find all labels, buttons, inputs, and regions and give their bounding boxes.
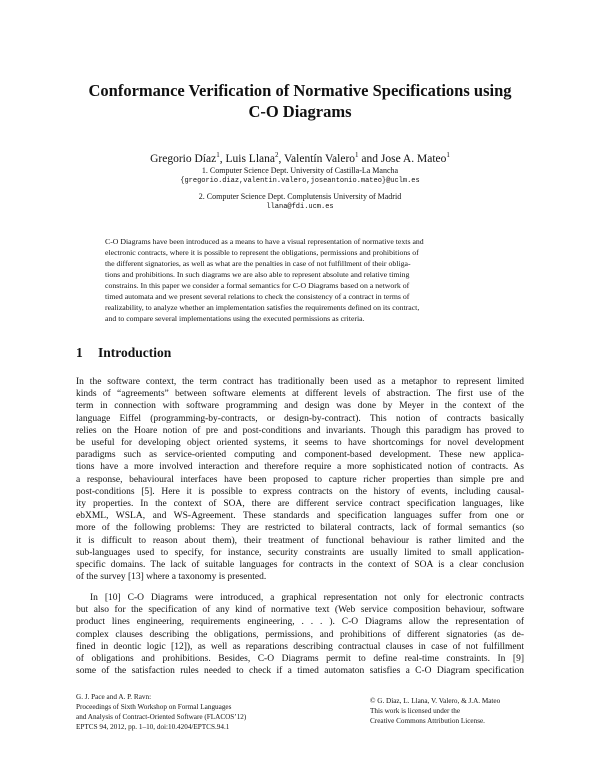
paragraph-line: specific domains. The lack of suitable languages for contracts in the context of SOA is a clear conclusion: [76, 560, 524, 571]
paragraph-line: be useful for developing object oriented systems, it seems to have shortcomings for novel development: [76, 438, 524, 449]
paragraph-2: [76, 592, 524, 677]
paragraph-line: some of the satisfaction rules needed to check if a timed automaton satisfies a C-O Diagram specification: [76, 666, 524, 677]
author-affil-mark: 1: [446, 151, 450, 159]
abstract-line: electronic contracts, where it is possible to represent the obligations, permissions and prohibitions of: [105, 248, 419, 257]
abstract-line: timed automata and we present several relations to check the consistency of a contract in terms of: [105, 292, 410, 301]
affiliation-1-dept: 1. Computer Science Dept. University of Castilla-La Mancha: [201, 166, 399, 175]
paragraph-line: it is difficult to reason about them), their treatment of functional behaviour is rather limited and the: [76, 535, 524, 546]
footer-license: [370, 696, 530, 726]
author-list: [60, 148, 540, 166]
footer-citation-line: EPTCS 94, 2012, pp. 1–10, doi:10.4204/EPTCS.94.1: [76, 723, 230, 731]
author-affil-mark: 1: [355, 151, 359, 159]
abstract-line: C-O Diagrams have been introduced as a means to have a visual representation of normative texts and: [105, 237, 424, 246]
section-title: Introduction: [98, 345, 172, 360]
abstract-line: realizability, to analyze whether an implementation satisfies the requirements defined on its contract,: [105, 303, 420, 312]
author-separator: ,: [219, 152, 226, 165]
section-number: 1: [76, 345, 83, 360]
author-name: Gregorio Díaz: [150, 152, 217, 165]
footer-license-line: Creative Commons Attribution License.: [370, 717, 485, 725]
paragraph-line: relies on the Hoare notion of pre and post-conditions and invariants. Though this paradigm has proved to: [76, 425, 524, 436]
affiliation-2-email: llana@fdi.ucm.es: [266, 203, 334, 211]
author-name: Jose A. Mateo: [380, 152, 447, 165]
abstract-line: constrains. In this paper we consider a formal semantics for C-O Diagrams based on a network of: [105, 281, 410, 290]
author-separator: ,: [278, 152, 285, 165]
author-separator: and: [358, 152, 381, 165]
paragraph-line: but also for the specification of any kind of normative text (Web service composition behaviour, software: [76, 605, 524, 616]
title-line-1: Conformance Verification of Normative Specifications using: [88, 81, 512, 100]
paragraph-line: paradigms such as service-oriented computing and component-based development. These new applica-: [76, 450, 524, 461]
paragraph-line: fined in deontic logic [12]), as well as reparations describing contractual clauses in case of not fulfillment: [76, 641, 524, 652]
paragraph-line: term in connection with software programming and design was done by Meyer in the context of the: [76, 401, 524, 412]
paragraph-line: product lines engineering, requirements engineering, . . . ). C-O Diagrams allow the representation of: [76, 617, 524, 628]
paragraph-line: ebXML, WSLA, and WS-Agreement. These standards and specification languages suffer from one or: [76, 511, 524, 522]
section-heading: [76, 345, 171, 361]
paragraph-1: [76, 376, 524, 583]
abstract-line: the different signatories, as well as what are the penalties in case of not fulfillment of their obliga-: [105, 259, 411, 268]
author-name: Luis Llana: [225, 152, 275, 165]
paragraph-line: In the software context, the term contract has traditionally been used as a metaphor to represent limited: [76, 377, 524, 387]
paragraph-line: tions have a more involved interaction and therefore require a more sophisticated notion of contracts. As: [76, 462, 524, 473]
affiliation-1: [60, 166, 540, 186]
footer-citation-line: G. J. Pace and A. P. Ravn:: [76, 693, 152, 701]
footer-license-line: This work is licensed under the: [370, 707, 461, 715]
paragraph-line: sub-languages used to specify, for instance, security constraints are usually limited to small application-: [76, 547, 524, 558]
paper-title: [60, 80, 540, 122]
paragraph-line: of obligations and prohibitions. Besides, C-O Diagrams permit to define real-time constraints. In [9]: [76, 654, 524, 665]
title-line-2: C-O Diagrams: [248, 102, 352, 121]
footer-citation: [76, 692, 316, 732]
paragraph-line: post-conditions [5]. Here it is possible to express contracts on the history of events, including causal-: [76, 486, 524, 497]
paragraph-line: of the survey [13] where a taxonomy is presented.: [76, 572, 267, 583]
paragraph-line: ity properties. In the context of SOA, there are different service contract specification languages, like: [76, 499, 524, 510]
affiliation-1-email: {gregorio.diaz,valentin.valero,joseantonio.mateo}@uclm.es: [180, 177, 420, 185]
abstract: [105, 236, 497, 324]
affiliation-2: [60, 192, 540, 212]
footer-citation-line: and Analysis of Contract-Oriented Software (FLACOS’12): [76, 713, 247, 721]
footer-license-line: © G. Díaz, L. Llana, V. Valero, & J.A. Mateo: [370, 697, 501, 705]
paragraph-line: a response, behavioural interfaces have been proposed to capture richer properties than simple pre and: [76, 474, 524, 485]
paragraph-line: more of the following problems: They are restricted to bilateral contracts, lack of formal semantics (so: [76, 523, 524, 534]
author-affil-mark: 2: [274, 151, 279, 159]
author-name: Valentín Valero: [284, 152, 356, 165]
paragraph-line: language Eiffel (programming-by-contracts, or design-by-contract). This notion of contracts basically: [76, 413, 524, 424]
abstract-line: tions and prohibitions. In such diagrams we are also able to represent absolute and relative timing: [105, 270, 410, 279]
author-affil-mark: 1: [216, 151, 220, 159]
paragraph-line: complex clauses describing the obligations, permissions, and prohibitions of different signatories (as de-: [76, 629, 524, 640]
paragraph-line: kinds of “agreements” between software elements at different levels of abstraction. The first use of the: [76, 389, 524, 400]
affiliation-2-dept: 2. Computer Science Dept. Complutensis University of Madrid: [198, 192, 402, 201]
footer-citation-line: Proceedings of Sixth Workshop on Formal Languages: [76, 703, 232, 711]
paragraph-line: In [10] C-O Diagrams were introduced, a graphical representation not only for electronic contracts: [90, 593, 524, 603]
abstract-line: and to compare several implementations using the executed permissions as criteria.: [105, 314, 365, 323]
